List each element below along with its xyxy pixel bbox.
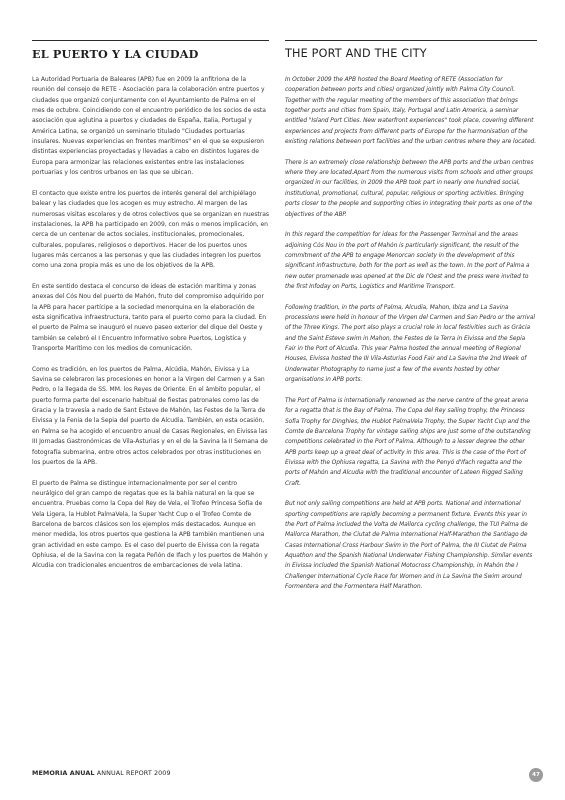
english-paragraph: There is an extremely close relationship between the APB ports and the urban centres where they are located.Apart from the numerous visits from schools and other groups organized in our facilities, in 2009 the APB took part in nearly one hundred social, institutional, promotional, cultural, popular, religious or sporting activities. Bringing ports closer to the people and supporting cities in integrating their ports as one of the objectives of the ABP. xyxy=(285,159,534,218)
footer-report-subtitle: ANNUAL REPORT 2009 xyxy=(96,768,171,777)
spanish-paragraph: El contacto que existe entre los puertos de interés general del archipiélago balear y las ciudades que los acogen es muy estrecho. Al margen de las numerosas visitas escolares y de otros colectivos que se organizan en nuestras instalaciones, la APB ha participado en 2009, con más o menos implicación, en cerca de un centenar de actos sociales, institucionales, promocionales, culturales, populares, religiosos o deportivos. Hacer de los puertos unos lugares más cercanos a las personas y que las ciudades integren los puertos como una zona propia más es uno de los objetivos de la APB. xyxy=(32,189,269,270)
spanish-column xyxy=(32,40,269,582)
spanish-title: EL PUERTO Y LA CIUDAD xyxy=(32,47,199,61)
title-rule xyxy=(285,40,537,41)
spanish-paragraph: La Autoridad Portuaria de Baleares (APB) fue en 2009 la anfitriona de la reunión del consejo de RETE - Asociación para la colaboración entre puertos y ciudades que organizó conjuntamente con el Ayuntamiento de Palma en el mes de octubre. Coincidiendo con el encuentro periódico de los socios de esta asociación que aglutina a puertos y ciudades de España, Italia, Portugal y América Latina, se organizó un seminario titulado "Ciudades portuarias insulares. Nuevas experiencias en frentes marítimos" en el que se expusieron distintas experiencias proyectadas y llevadas a cabo en distintos lugares de Europa para armonizar las relaciones existentes entre las instalaciones portuarias y los centros urbanos en las que se ubican. xyxy=(32,76,266,177)
english-paragraph: In this regard the competition for ideas for the Passenger Terminal and the areas adjoining Cós Nou in the port of Mahón is particularly significant, the result of the commitment of the APB to engage Menorcan society in the development of this significant infrastructure, both for the port as well as the town. In the port of Palma a new outer promenade was opened at the Dic de l'Oest and the press were invited to the first Infoday on Ports, Logistics and Maritime Transport. xyxy=(285,232,530,290)
english-title: THE PORT AND THE CITY xyxy=(285,47,427,60)
english-column xyxy=(285,40,537,603)
page-footer xyxy=(32,770,171,776)
title-rule xyxy=(32,40,269,41)
english-paragraph: The Port of Palma is internationally renowned as the nerve centre of the great arena for a regatta that is the Bay of Palma. The Copa del Rey sailing trophy, the Princess Sofia Trophy for Dinghies, the Hublot PalmaVela Trophy, the Super Yacht Cup and the Comte de Barcelona Trophy for vintage sailing ships are just some of the outstanding competitions celebrated in the Port of Palma. Although to a lesser degree the other APB ports keep up a great deal of activity in this area. This is the case of the Port of Eivissa with the Ophiusa regatta, La Savina with the Penyó d'Ifach regatta and the ports of Mahón and Alcudia with the traditional encounter of Lateen Rigged Sailing Craft. xyxy=(285,397,531,487)
spanish-paragraph: En este sentido destaca el concurso de ideas de estación marítima y zonas anexas del Cós Nou del puerto de Mahón, fruto del compromiso adquirido por la APB para hacer partícipe a la sociedad menorquina en la elaboración de esta significativa infraestructura, tanto para el puerto como para la ciudad. En el puerto de Palma se inauguró el nuevo paseo exterior del dique del Oeste y también se celebró el I Encuentro Informativo sobre Puertos, Logística y Transporte Marítimo con los medios de comunicación. xyxy=(32,282,267,353)
english-paragraph: In October 2009 the APB hosted the Board Meeting of RETE (Association for cooperation between ports and cities) organized jointly with Palma City Council. Together with the regular meeting of the members of this association that brings together ports and cities from Spain, Italy, Portugal and Latin America, a seminar entitled "Island Port Cities. New waterfront experiences" took place, covering different experiences and projects from different parts of Europe for the harmonisation of the existing relations between port facilities and the urban centres where they are located. xyxy=(285,77,537,146)
page-number-badge: 47 xyxy=(529,768,543,782)
footer-report-title: MEMORIA ANUAL xyxy=(32,768,95,777)
spanish-paragraph: Como es tradición, en los puertos de Palma, Alcúdia, Mahón, Eivissa y La Savina se celebraron las procesiones en honor a la Virgen del Carmen y a San Pedro, o la llegada de SS. MM. los Reyes de Oriente. En el ámbito popular, el puerto forma parte del escenario habitual de fiestas patronales como las de Gracia y la travesía a nado de Sant Esteve de Mahón, las Festes de la Terra de Eivissa y la Fenia de la Sepia del puerto de Alcudia. También, en esta ocasión, en Palma se ha acogido el encuentro anual de Casas Regionales, en Eivissa las III Jornadas Gastronómicas de Vila-Asturias y en el de la Savina la II Semana de fotografía submarina, entre otros actos celebrados por otras instituciones en los puertos de la APB. xyxy=(32,365,268,466)
spanish-paragraph: El puerto de Palma se distingue internacionalmente por ser el centro neurálgico del gran campo de regatas que es la bahía natural en la que se encuentra. Pruebas como la Copa del Rey de Vela, el Trofeo Princesa Sofía de Vela Ligera, la Hublot PalmaVela, la Super Yacht Cup o el Trofeo Comte de Barcelona de barcos clásicos son los ejemplos más destacados. Aunque en menor medida, los otros puertos que gestiona la APB también mantienen una gran actividad en este campo. Es el caso del puerto de Eivissa con la regata Ophiusa, el de la Savina con la regata Peñón de Ifach y los puertos de Mahón y Alcudia con tradicionales encuentros de embarcaciones de vela latina. xyxy=(32,479,268,570)
english-paragraph: Following tradition, in the ports of Palma, Alcudia, Mahon, Ibiza and La Savina processions were held in honour of the Virgen del Carmen and San Pedro or the arrival of the Three Kings. The port also plays a crucial role in local festivities such as Gràcia and the Saint Esteve swim in Mahon, the Festes de la Terra in Eivissa and the Sepia Fair in the Port of Alcudia. This year Palma hosted the annual meeting of Regional Houses, Eivissa hosted the III Vila-Asturias Food Fair and La Savina the 2nd Week of Underwater Photography to name just a few of the events hosted by other organisations in APB ports. xyxy=(285,304,535,384)
english-paragraph: But not only sailing competitions are held at APB ports. National and international sporting competitions are rapidly becoming a permanent fixture. Events this year in the Port of Palma included the Volta de Mallorca cycling challenge, the TUI Palma de Mallorca Marathon, the Ciutat de Palma International Half-Marathon the Santiago de Casas International Cross Harbour Swim in the Port of Palma, the III Ciutat de Palma Aquathon and the Spanish National Underwater Fishing Championship. Similar events in Eivissa included the Spanish National Motocross Championship, in Mahón the I Challenger International Cycle Race for Women and in La Savina the Swim around Formentera and the Formentera Half Marathon. xyxy=(285,501,533,591)
